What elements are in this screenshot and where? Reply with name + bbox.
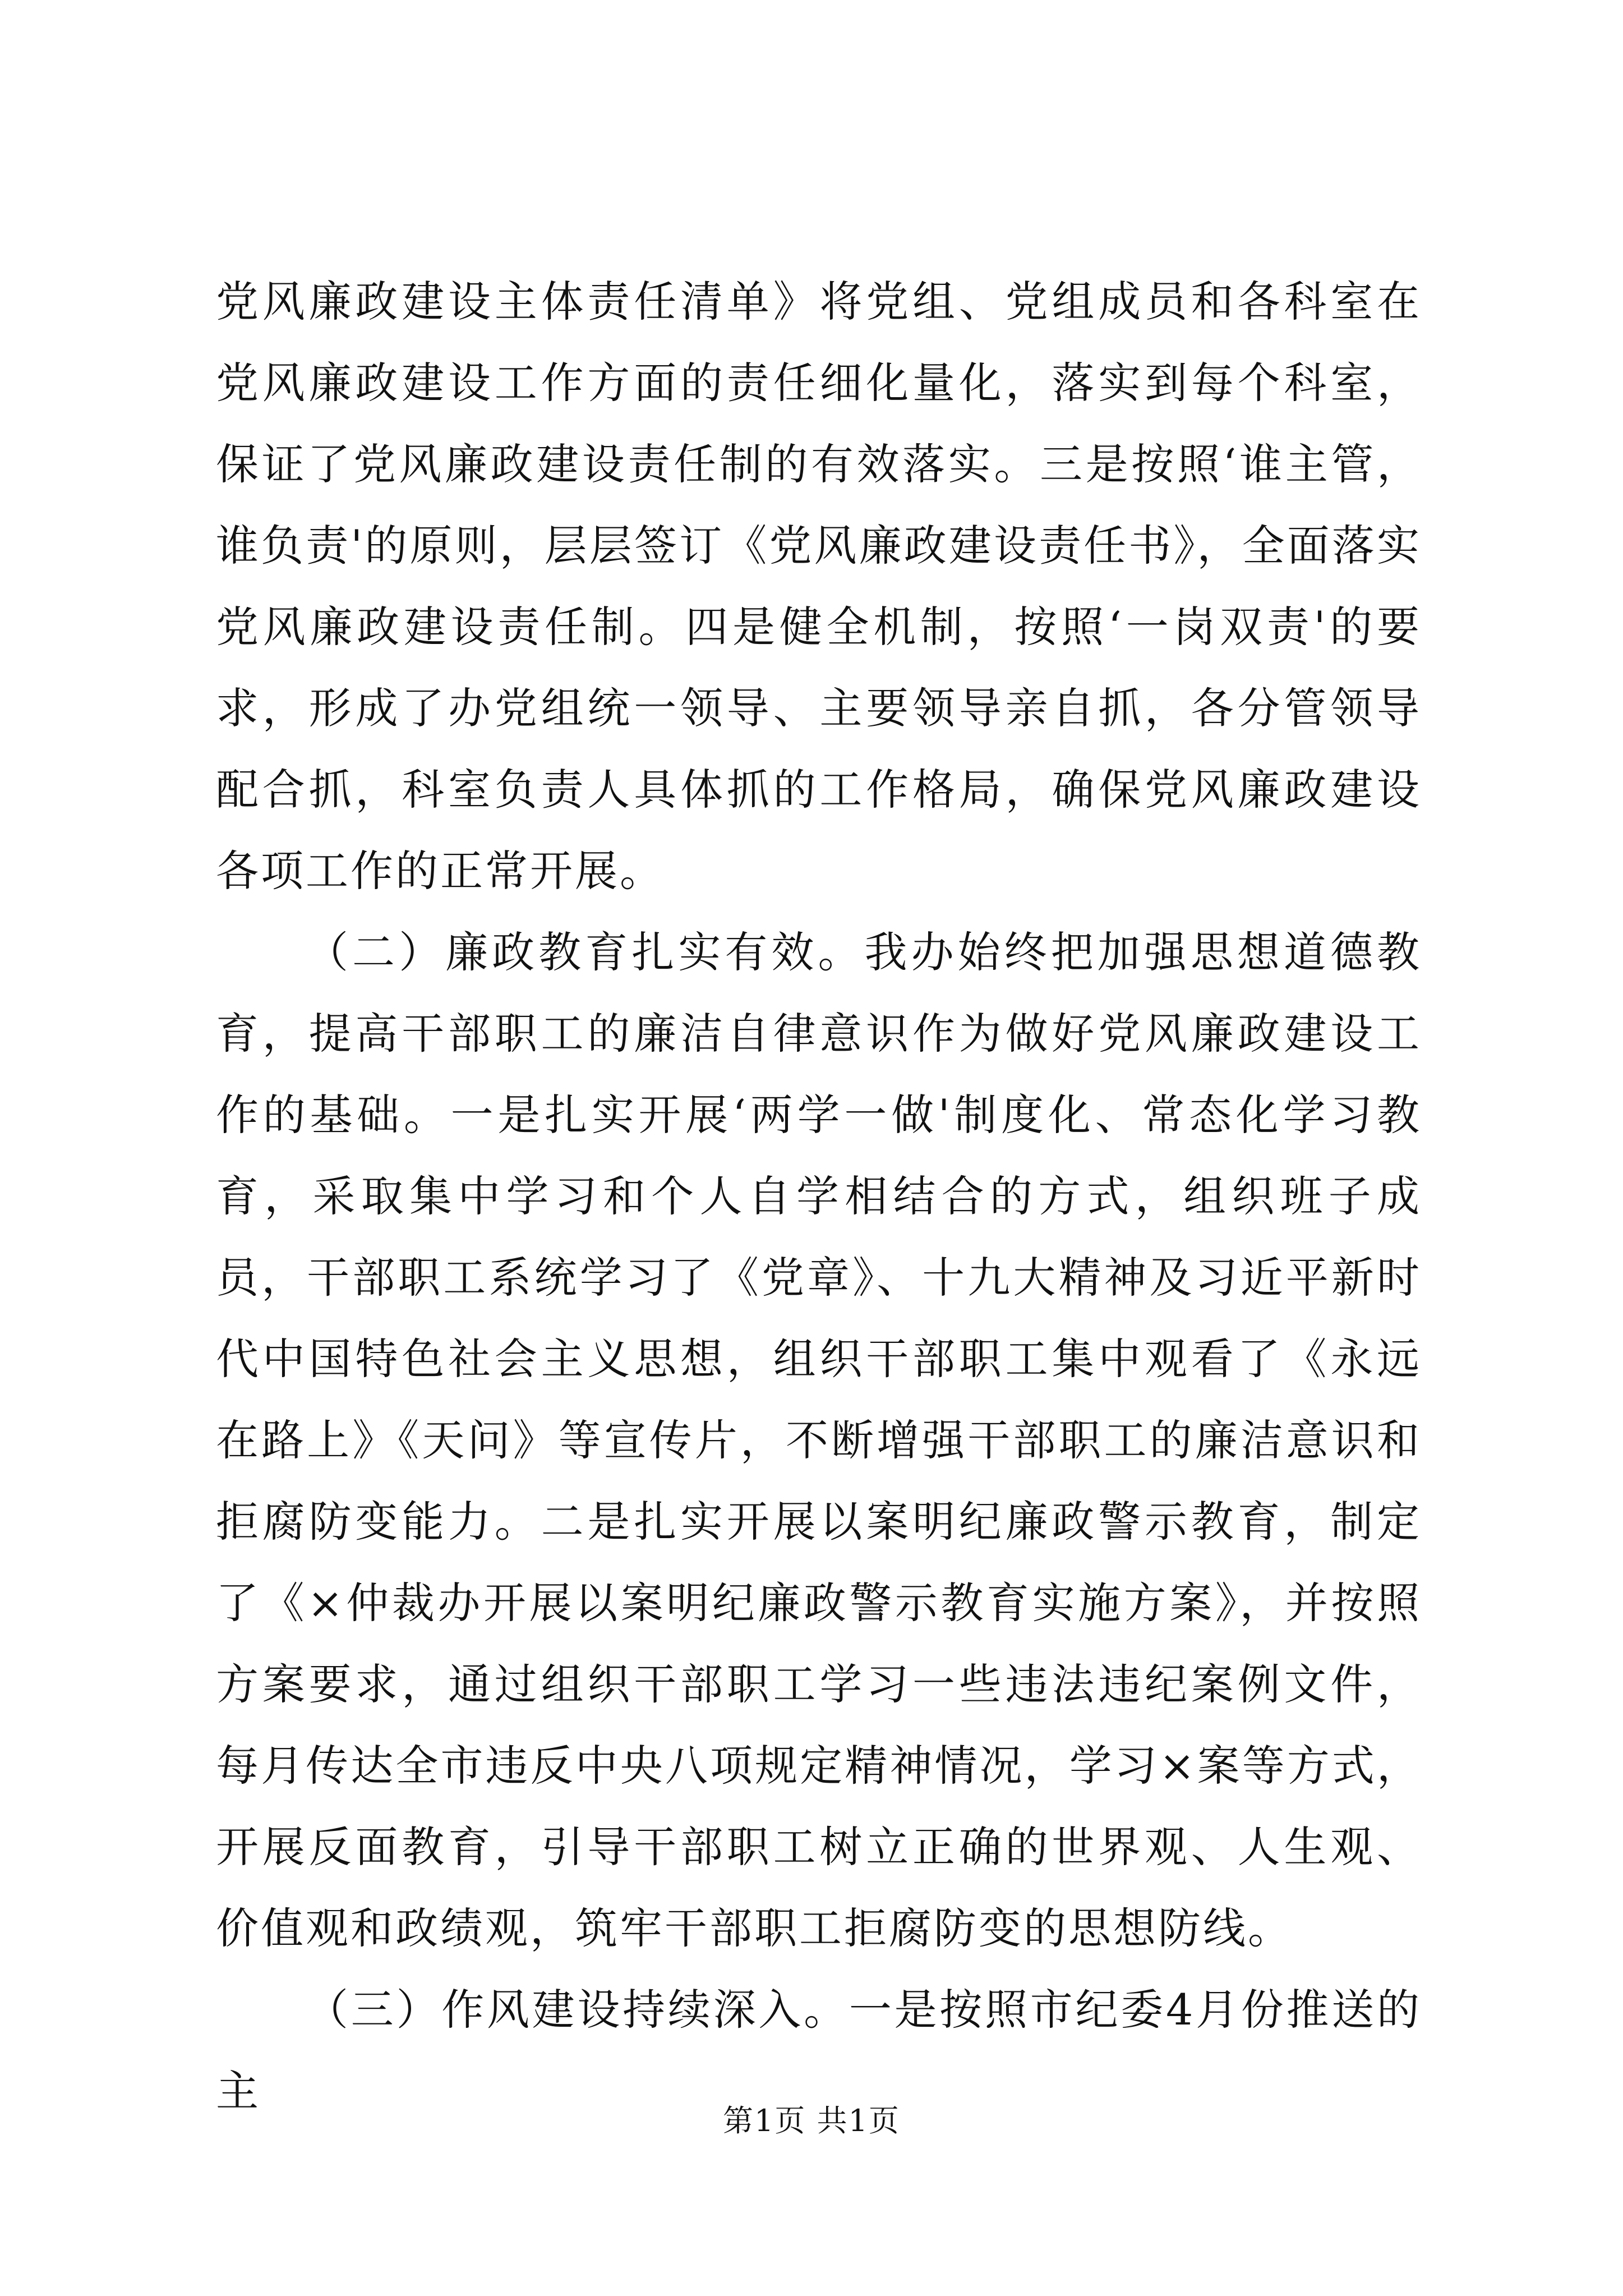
paragraph-integrity-education: （二）廉政教育扎实有效。我办始终把加强思想道德教育，提高干部职工的廉洁自律意识作为做好党风廉政建设工作的基础。一是扎实开展‘两学一做'制度化、常态化学习教育，采取集中学习和个人自学相结合的方式，组织班子成员，干部职工系统学习了《党章》、十九大精神及习近平新时代中国特色社会主义思想，组织干部职工集中观看了《永远在路上》《天问》等宣传片，不断增强干部职工的廉洁意识和拒腐防变能力。二是扎实开展以案明纪廉政警示教育，制定了《×仲裁办开展以案明纪廉政警示教育实施方案》，并按照方案要求，通过组织干部职工学习一些违法违纪案例文件，每月传达全市违反中央八项规定精神情况，学习×案等方式，开展反面教育，引导干部职工树立正确的世界观、人生观、价值观和政绩观，筑牢干部职工拒腐防变的思想防线。: [216, 927, 1422, 1953]
document-body: [216, 261, 1422, 2132]
paragraph-responsibility-list: 党风廉政建设主体责任清单》将党组、党组成员和各科室在党风廉政建设工作方面的责任细化量化，落实到每个科室，保证了党风廉政建设责任制的有效落实。三是按照‘谁主管，谁负责'的原则，层层签订《党风廉政建设责任书》，全面落实党风廉政建设责任制。四是健全机制，按照‘一岗双责'的要求，形成了办党组统一领导、主要领导亲自抓，各分管领导配合抓，科室负责人具体抓的工作格局，确保党风廉政建设各项工作的正常开展。: [216, 277, 1422, 896]
page-footer: 第1页 共1页: [723, 2103, 900, 2138]
paragraph-work-style: （三）作风建设持续深入。一是按照市纪委4月份推送的主: [216, 1985, 1422, 2116]
